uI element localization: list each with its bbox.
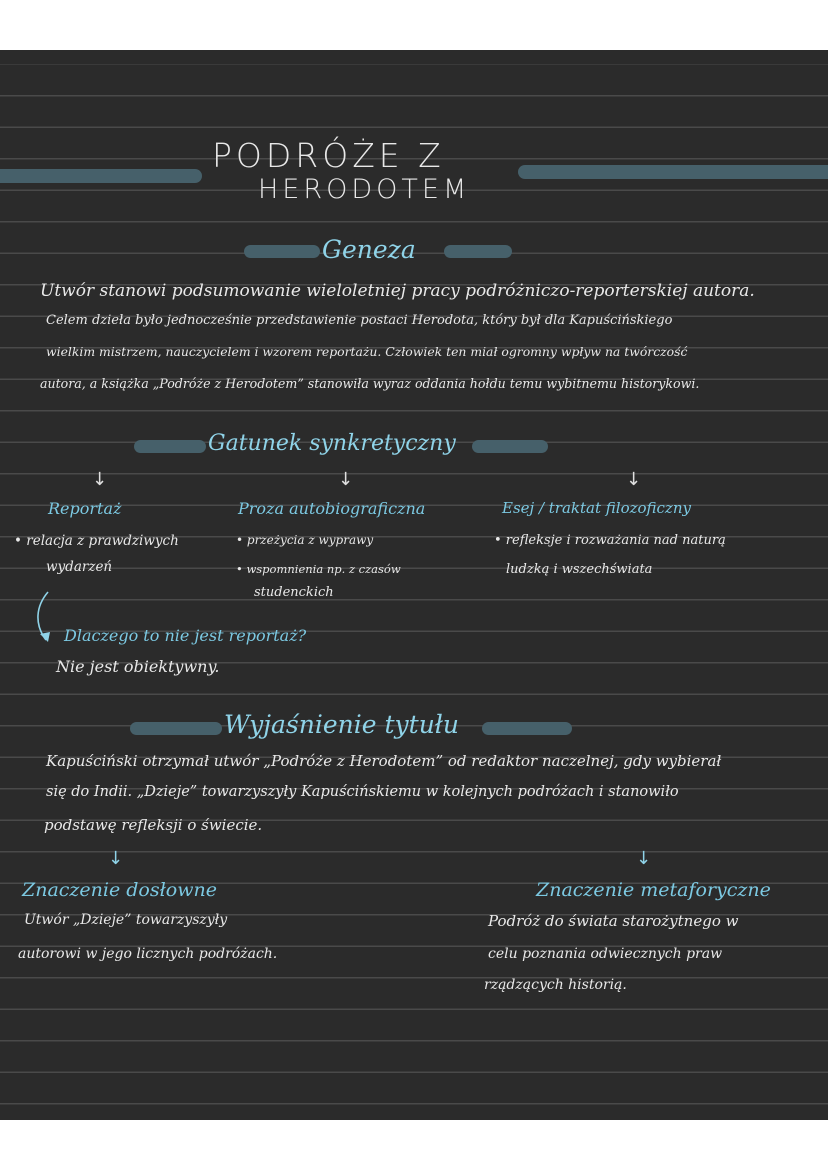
tytul-line-3: podstawę refleksji o świecie.: [44, 816, 263, 834]
genre-esej-item: • refleksje i rozważania nad naturą: [494, 533, 726, 548]
dosl-title: Znaczenie dosłowne: [22, 879, 217, 901]
title-highlight-right: [518, 165, 828, 179]
dosl-line: autorowi w jego licznych podróżach.: [18, 946, 278, 962]
genre-esej-title: Esej / traktat filozoficzny: [502, 499, 691, 517]
geneza-highlight-right: [444, 245, 512, 258]
answer-reportaz: Nie jest obiektywny.: [56, 657, 220, 676]
genre-reportaz-title: Reportaż: [48, 499, 122, 518]
section-heading-tytul: Wyjaśnienie tytułu: [224, 710, 460, 739]
section-heading-gatunek: Gatunek synkretyczny: [208, 431, 456, 456]
gatunek-highlight-left: [134, 440, 206, 453]
gatunek-highlight-right: [472, 440, 548, 453]
genre-proza-item: • wspomnienia np. z czasów: [236, 562, 401, 576]
arrow-down-icon: ↓: [338, 469, 354, 490]
page-title-line1: PODRÓŻE Z: [212, 136, 445, 175]
dosl-line: Utwór „Dzieje” towarzyszyły: [24, 912, 228, 928]
arrow-down-icon: ↓: [108, 848, 124, 869]
geneza-line-3: wielkim mistrzem, nauczycielem i wzorem reportażu. Człowiek ten miał ogromny wpływ na twórczość: [46, 344, 688, 359]
arrow-down-icon: ↓: [626, 469, 642, 490]
genre-proza-item: studenckich: [254, 585, 334, 600]
section-heading-geneza: Geneza: [322, 235, 416, 264]
genre-proza-title: Proza autobiograficzna: [238, 499, 426, 518]
meta-title: Znaczenie metaforyczne: [536, 879, 771, 901]
meta-line: Podróż do świata starożytnego w: [488, 912, 739, 930]
genre-reportaz-item: wydarzeń: [46, 559, 113, 575]
tytul-highlight-right: [482, 722, 572, 735]
tytul-line-1: Kapuściński otrzymał utwór „Podróże z Herodotem” od redaktor naczelnej, gdy wybierał: [46, 752, 722, 770]
arrow-down-icon: ↓: [636, 848, 652, 869]
tytul-highlight-left: [130, 722, 222, 735]
geneza-line-1: Utwór stanowi podsumowanie wieloletniej pracy podróżniczo-reporterskiej autora.: [40, 281, 755, 301]
genre-proza-item: • przeżycia z wyprawy: [236, 533, 374, 547]
genre-reportaz-item: • relacja z prawdziwych: [14, 533, 179, 549]
meta-line: rządzących historią.: [484, 977, 627, 993]
geneza-line-2: Celem dzieła było jednocześnie przedstawienie postaci Herodota, który był dla Kapuścińskiego: [46, 313, 673, 328]
arrow-down-icon: ↓: [92, 469, 108, 490]
geneza-line-4: autora, a książka „Podróże z Herodotem” stanowiła wyraz oddania hołdu temu wybitnemu historykowi.: [40, 376, 700, 391]
genre-esej-item: ludzką i wszechświata: [506, 562, 653, 577]
question-reportaz: Dlaczego to nie jest reportaż?: [64, 626, 307, 645]
meta-line: celu poznania odwiecznych praw: [488, 946, 723, 962]
page-title-line2: HERODOTEM: [258, 174, 471, 205]
note-sheet: [0, 50, 828, 1120]
geneza-highlight-left: [244, 245, 320, 258]
title-highlight-left: [0, 169, 202, 183]
tytul-line-2: się do Indii. „Dzieje” towarzyszyły Kapuścińskiemu w kolejnych podróżach i stanowiło: [46, 784, 679, 800]
